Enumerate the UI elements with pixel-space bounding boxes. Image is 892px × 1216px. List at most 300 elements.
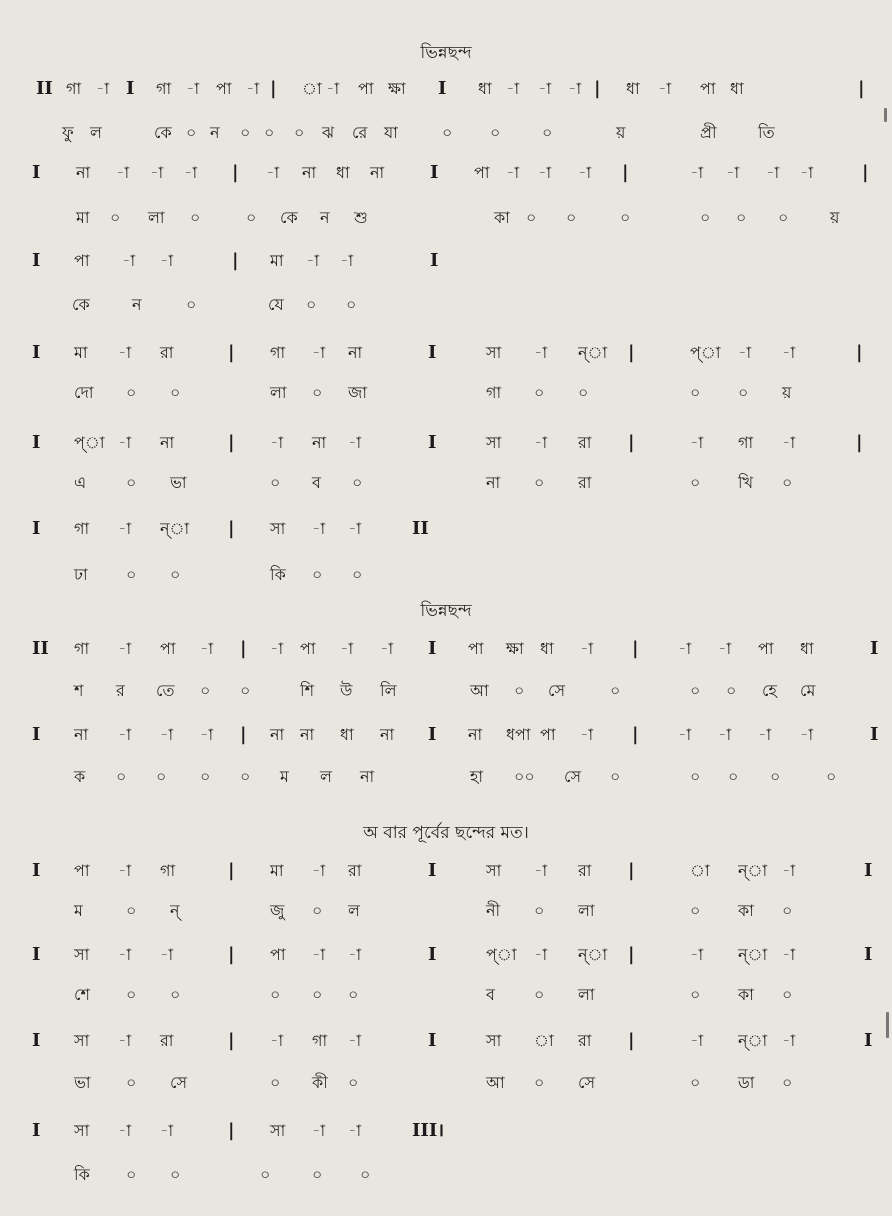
bar-line: | <box>862 162 869 183</box>
note: পা <box>270 945 286 964</box>
note: -া <box>690 163 704 182</box>
lyric-syllable: হে <box>762 681 777 700</box>
lyric-syllable: য় <box>830 208 840 227</box>
note: -া <box>118 519 132 538</box>
note: গা <box>738 433 754 452</box>
lyric-syllable: ০ <box>690 901 701 920</box>
bar-line: | <box>622 162 629 183</box>
note: ধা <box>800 639 814 658</box>
lyric-syllable: র <box>116 681 125 700</box>
lyric-syllable: ০ <box>348 985 359 1004</box>
lyric-syllable: ০ <box>442 123 453 142</box>
lyric-syllable: ব <box>486 985 495 1004</box>
bar-line: II <box>36 78 53 99</box>
lyric-syllable: লি <box>380 681 397 700</box>
note: -া <box>782 945 796 964</box>
note: পা <box>468 639 484 658</box>
lyric-syllable: ০ <box>186 123 197 142</box>
lyric-syllable: কা <box>738 901 754 920</box>
lyric-syllable: ০ <box>578 383 589 402</box>
lyric-line <box>0 764 892 792</box>
lyric-syllable: ০ <box>352 565 363 584</box>
note: পা <box>300 639 316 658</box>
bar-line: | <box>628 944 635 965</box>
note: -া <box>658 79 672 98</box>
note: -া <box>782 433 796 452</box>
lyric-syllable: ফু <box>62 123 74 142</box>
note: া <box>690 861 710 880</box>
note: সা <box>74 1031 90 1050</box>
lyric-line <box>0 678 892 706</box>
note: ধা <box>336 163 350 182</box>
bar-line: II <box>32 638 49 659</box>
lyric-syllable: কে <box>154 123 172 142</box>
lyric-line <box>0 1070 892 1098</box>
notation-line <box>0 1118 892 1146</box>
bar-line: I <box>864 860 873 881</box>
lyric-syllable: ০ <box>260 1165 271 1184</box>
lyric-syllable: ০ <box>240 767 251 786</box>
note: -া <box>782 1031 796 1050</box>
lyric-syllable: ০ <box>726 681 737 700</box>
note: পা <box>160 639 176 658</box>
lyric-syllable: দো <box>74 383 94 402</box>
bar-line: | <box>240 638 247 659</box>
note: না <box>74 725 89 744</box>
note: -া <box>534 861 548 880</box>
lyric-syllable: সে <box>170 1073 188 1092</box>
lyric-line <box>0 562 892 590</box>
lyric-syllable: ০ <box>352 473 363 492</box>
bar-line: | <box>858 78 865 99</box>
note: পা <box>474 163 490 182</box>
note: -া <box>538 163 552 182</box>
lyric-syllable: ব <box>312 473 321 492</box>
note: -া <box>246 79 260 98</box>
bar-line: I <box>428 1030 437 1051</box>
note: না <box>300 725 315 744</box>
note: ধপা <box>506 725 531 744</box>
notation-line <box>0 160 892 188</box>
note: ধা <box>340 725 354 744</box>
notation-line <box>0 858 892 886</box>
lyric-syllable: খি <box>738 473 754 492</box>
note: প্‌া <box>74 433 105 452</box>
bar-line: | <box>232 162 239 183</box>
lyric-syllable: য় <box>616 123 626 142</box>
lyric-syllable: ০ <box>126 473 137 492</box>
bar-line: I <box>32 724 41 745</box>
note: -া <box>348 945 362 964</box>
lyric-syllable: ক <box>74 767 86 786</box>
note: না <box>312 433 327 452</box>
lyric-syllable: ০ <box>534 901 545 920</box>
note: -া <box>118 1121 132 1140</box>
note: -া <box>348 433 362 452</box>
bar-line: III। <box>412 1120 445 1141</box>
lyric-syllable: শু <box>354 208 368 227</box>
note: -া <box>758 725 772 744</box>
lyric-line <box>0 470 892 498</box>
note: সা <box>74 945 90 964</box>
note: মা <box>270 861 284 880</box>
note: রা <box>348 861 362 880</box>
section-heading-2: ভিন্নছন্দ <box>420 601 472 621</box>
lyric-syllable: ভা <box>74 1073 91 1092</box>
lyric-line <box>0 898 892 926</box>
note: -া <box>380 639 394 658</box>
note: প্‌া <box>486 945 517 964</box>
lyric-line <box>0 120 892 148</box>
note: মা <box>74 343 88 362</box>
lyric-syllable: ০ <box>778 208 789 227</box>
note: -া <box>718 639 732 658</box>
note: পা <box>758 639 774 658</box>
bar-line: | <box>628 860 635 881</box>
lyric-syllable: ০ <box>156 767 167 786</box>
lyric-syllable: জা <box>348 383 367 402</box>
lyric-syllable: ০ <box>490 123 501 142</box>
lyric-syllable: ডা <box>738 1073 755 1092</box>
note: -া <box>534 945 548 964</box>
lyric-syllable: ০ <box>110 208 121 227</box>
lyric-syllable: না <box>360 767 375 786</box>
note: রা <box>160 343 174 362</box>
note: -া <box>160 1121 174 1140</box>
note: -া <box>160 725 174 744</box>
notation-line <box>0 1028 892 1056</box>
scan-mark <box>886 1012 889 1038</box>
lyric-syllable: লা <box>578 985 595 1004</box>
note: -া <box>118 1031 132 1050</box>
bar-line: | <box>856 432 863 453</box>
bar-line: | <box>628 1030 635 1051</box>
note: -া <box>160 945 174 964</box>
note: -া <box>690 945 704 964</box>
lyric-syllable: ০ <box>116 767 127 786</box>
note: সা <box>486 343 502 362</box>
bar-line: | <box>228 432 235 453</box>
note: -া <box>690 1031 704 1050</box>
lyric-syllable: ০ <box>306 295 317 314</box>
lyric-syllable: আ <box>470 681 489 700</box>
note: সা <box>486 861 502 880</box>
notation-line <box>0 76 892 104</box>
bar-line: I <box>428 860 437 881</box>
note: না <box>348 343 363 362</box>
lyric-syllable: ০ <box>610 767 621 786</box>
note: না <box>160 433 175 452</box>
lyric-syllable: ০ <box>690 985 701 1004</box>
bar-line: I <box>430 250 439 271</box>
note: না <box>380 725 395 744</box>
lyric-syllable: ল <box>320 767 332 786</box>
note: না <box>468 725 483 744</box>
note: প্‌া <box>690 343 721 362</box>
lyric-syllable: ০ <box>690 383 701 402</box>
bar-line: | <box>228 944 235 965</box>
lyric-syllable: নী <box>486 901 501 920</box>
note: া <box>534 1031 554 1050</box>
bar-line: I <box>32 1120 41 1141</box>
lyric-syllable: কা <box>738 985 754 1004</box>
notation-line <box>0 516 892 544</box>
lyric-syllable: ০ <box>312 565 323 584</box>
lyric-syllable: যা <box>384 123 398 142</box>
lyric-syllable: ন্‌ <box>170 901 180 920</box>
bar-line: I <box>864 944 873 965</box>
note: -া <box>348 1031 362 1050</box>
scan-mark <box>884 108 887 122</box>
section-heading-3: অ বার পূর্বের ছন্দের মত। <box>363 823 529 843</box>
notation-line <box>0 430 892 458</box>
note: -া <box>266 163 280 182</box>
lyric-syllable: কি <box>74 1165 90 1184</box>
note: -া <box>118 433 132 452</box>
bar-line: | <box>594 78 601 99</box>
notation-line <box>0 722 892 750</box>
bar-line: I <box>870 638 879 659</box>
lyric-syllable: জু <box>270 901 285 920</box>
lyric-syllable: কা <box>494 208 510 227</box>
bar-line: I <box>864 1030 873 1051</box>
lyric-syllable: ০ <box>700 208 711 227</box>
lyric-syllable: না <box>486 473 501 492</box>
note: -া <box>270 639 284 658</box>
lyric-syllable: ০ <box>190 208 201 227</box>
bar-line: I <box>32 162 41 183</box>
note: ধা <box>626 79 640 98</box>
note: ধা <box>540 639 554 658</box>
note: -া <box>678 639 692 658</box>
note: -া <box>122 251 136 270</box>
note: -া <box>118 861 132 880</box>
note: -া <box>800 163 814 182</box>
note: -া <box>118 945 132 964</box>
note: -া <box>270 433 284 452</box>
lyric-syllable: ০ <box>728 767 739 786</box>
lyric-syllable: ০ <box>782 473 793 492</box>
lyric-syllable: মে <box>800 681 816 700</box>
lyric-syllable: ০ <box>246 208 257 227</box>
lyric-syllable: ০ <box>312 383 323 402</box>
note: পা <box>358 79 374 98</box>
note: ধা <box>730 79 744 98</box>
note: রা <box>578 433 592 452</box>
note: গা <box>160 861 176 880</box>
note: ধা <box>478 79 492 98</box>
section-heading-1: ভিন্নছন্দ <box>420 43 472 63</box>
lyric-syllable: ম <box>280 767 289 786</box>
lyric-syllable: ০ <box>690 681 701 700</box>
note: -া <box>568 79 582 98</box>
note: -া <box>118 639 132 658</box>
lyric-syllable: ন <box>320 208 330 227</box>
lyric-line <box>0 1162 892 1190</box>
lyric-syllable: ০ <box>534 383 545 402</box>
note: সা <box>74 1121 90 1140</box>
bar-line: | <box>628 432 635 453</box>
bar-line: I <box>428 724 437 745</box>
note: া <box>302 79 322 98</box>
lyric-syllable: শ <box>74 681 84 700</box>
note: -া <box>306 251 320 270</box>
note: -া <box>200 639 214 658</box>
bar-line: I <box>428 944 437 965</box>
note: -া <box>326 79 340 98</box>
lyric-syllable: ০ <box>270 1073 281 1092</box>
lyric-syllable: তি <box>758 123 775 142</box>
note: গা <box>156 79 172 98</box>
lyric-syllable: ০ <box>170 1165 181 1184</box>
lyric-syllable: ০ <box>534 473 545 492</box>
lyric-line <box>0 205 892 233</box>
bar-line: I <box>430 162 439 183</box>
lyric-syllable: আ <box>486 1073 505 1092</box>
lyric-syllable: যে <box>268 295 284 314</box>
lyric-syllable: রা <box>578 473 592 492</box>
note: সা <box>270 519 286 538</box>
note: সা <box>486 433 502 452</box>
note: -া <box>312 861 326 880</box>
bar-line: I <box>32 342 41 363</box>
note: -া <box>580 725 594 744</box>
note: -া <box>348 519 362 538</box>
note: -া <box>534 343 548 362</box>
bar-line: | <box>228 860 235 881</box>
lyric-syllable: ০ <box>782 901 793 920</box>
lyric-line <box>0 982 892 1010</box>
note: পা <box>74 251 90 270</box>
notation-line <box>0 942 892 970</box>
lyric-syllable: ০ <box>782 985 793 1004</box>
note: -া <box>312 1121 326 1140</box>
lyric-syllable: ০ <box>126 985 137 1004</box>
note: -া <box>312 945 326 964</box>
note: -া <box>506 79 520 98</box>
bar-line: I <box>428 432 437 453</box>
note: ন্‌া <box>160 519 190 538</box>
lyric-syllable: সে <box>578 1073 596 1092</box>
lyric-syllable: মা <box>76 208 90 227</box>
note: -া <box>718 725 732 744</box>
lyric-syllable: ল <box>90 123 102 142</box>
lyric-syllable: শে <box>74 985 90 1004</box>
note: -া <box>312 519 326 538</box>
bar-line: I <box>32 518 41 539</box>
note: -া <box>184 163 198 182</box>
note: ন্‌া <box>578 945 608 964</box>
lyric-syllable: গা <box>486 383 502 402</box>
lyric-syllable: ০ <box>240 123 251 142</box>
note: ন্‌া <box>738 861 768 880</box>
lyric-syllable: কে <box>72 295 90 314</box>
lyric-syllable: ০ <box>200 681 211 700</box>
note: -া <box>690 433 704 452</box>
bar-line: I <box>32 860 41 881</box>
lyric-syllable: ০ <box>312 985 323 1004</box>
lyric-syllable: শি <box>300 681 315 700</box>
lyric-syllable: ০ <box>240 681 251 700</box>
bar-line: | <box>228 1030 235 1051</box>
lyric-syllable: ০ <box>170 985 181 1004</box>
bar-line: | <box>270 78 277 99</box>
note: -া <box>270 1031 284 1050</box>
lyric-syllable: ০ <box>526 208 537 227</box>
note: গা <box>74 639 90 658</box>
lyric-syllable: ০ <box>534 1073 545 1092</box>
lyric-syllable: ০ <box>170 565 181 584</box>
bar-line: I <box>438 78 447 99</box>
lyric-syllable: রে <box>352 123 368 142</box>
lyric-syllable: ০ <box>566 208 577 227</box>
lyric-syllable: ০ <box>610 681 621 700</box>
note: -া <box>578 163 592 182</box>
note: -া <box>186 79 200 98</box>
lyric-syllable: ০ <box>126 901 137 920</box>
lyric-syllable: ০০ <box>514 767 535 786</box>
note: না <box>76 163 91 182</box>
lyric-syllable: ০ <box>690 473 701 492</box>
lyric-syllable: ম <box>74 901 83 920</box>
notation-line <box>0 636 892 664</box>
note: -া <box>538 79 552 98</box>
lyric-syllable: কী <box>312 1073 328 1092</box>
lyric-syllable: সে <box>564 767 582 786</box>
lyric-syllable: ০ <box>738 383 749 402</box>
bar-line: | <box>240 724 247 745</box>
lyric-syllable: লা <box>148 208 165 227</box>
lyric-syllable: লা <box>578 901 595 920</box>
note: রা <box>160 1031 174 1050</box>
bar-line: | <box>228 342 235 363</box>
note: গা <box>74 519 90 538</box>
lyric-syllable: ০ <box>346 295 357 314</box>
lyric-syllable: ন <box>132 295 142 314</box>
lyric-syllable: য় <box>782 383 792 402</box>
note: -া <box>726 163 740 182</box>
lyric-syllable: ০ <box>514 681 525 700</box>
lyric-syllable: ০ <box>170 383 181 402</box>
lyric-syllable: কে <box>280 208 298 227</box>
lyric-syllable: প্রী <box>700 123 717 142</box>
bar-line: I <box>32 250 41 271</box>
notation-line <box>0 340 892 368</box>
lyric-syllable: ০ <box>200 767 211 786</box>
note: -া <box>738 343 752 362</box>
lyric-syllable: ০ <box>690 1073 701 1092</box>
lyric-line <box>0 380 892 408</box>
lyric-syllable: ০ <box>736 208 747 227</box>
note: -া <box>678 725 692 744</box>
bar-line: I <box>428 342 437 363</box>
lyric-line <box>0 292 892 320</box>
lyric-syllable: ভা <box>170 473 187 492</box>
bar-line: | <box>856 342 863 363</box>
lyric-syllable: হা <box>470 767 484 786</box>
note: পা <box>216 79 232 98</box>
note: না <box>270 725 285 744</box>
lyric-syllable: ০ <box>770 767 781 786</box>
note: ন্‌া <box>738 1031 768 1050</box>
note: গা <box>66 79 82 98</box>
lyric-syllable: ০ <box>126 383 137 402</box>
bar-line: | <box>228 518 235 539</box>
lyric-syllable: ০ <box>264 123 275 142</box>
note: -া <box>534 433 548 452</box>
note: গা <box>312 1031 328 1050</box>
note: না <box>302 163 317 182</box>
